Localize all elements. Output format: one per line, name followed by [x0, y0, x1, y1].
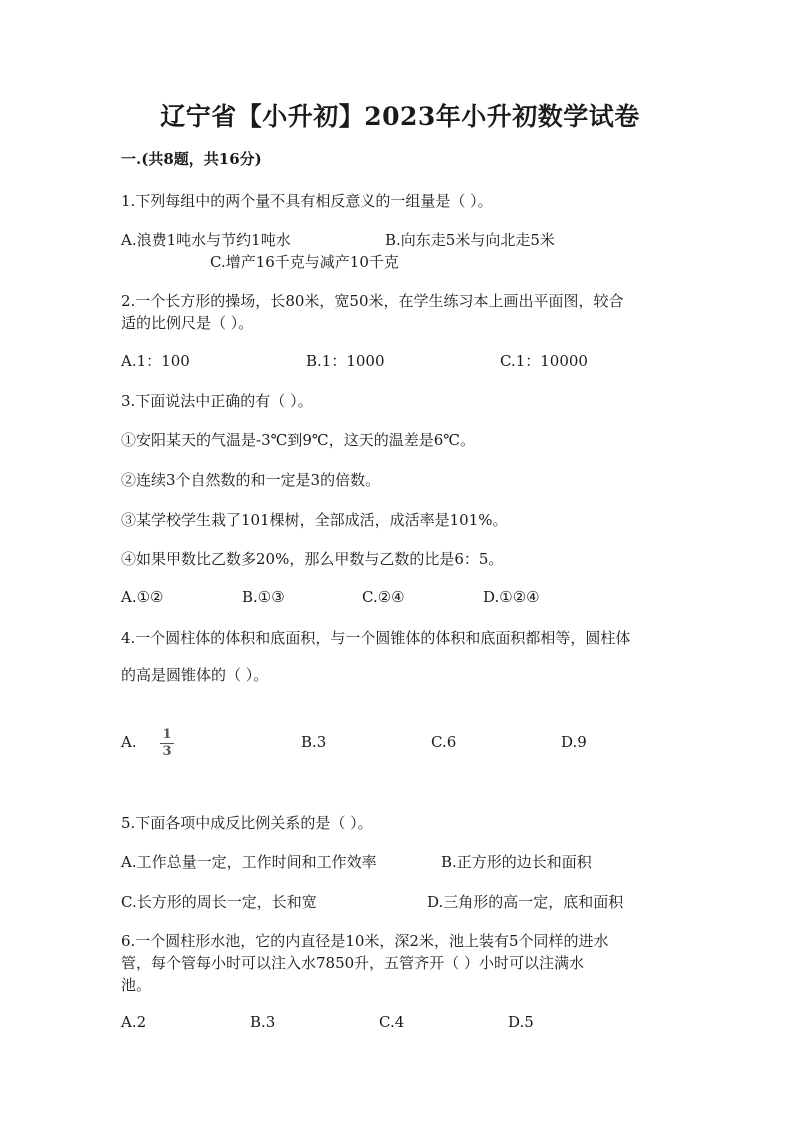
question-1-option-a: A.浪费1吨水与节约1吨水 — [121, 231, 291, 249]
question-3-statement-4: ④如果甲数比乙数多20%，那么甲数与乙数的比是6：5。 — [121, 550, 504, 568]
question-4-stem-line1: 4.一个圆柱体的体积和底面积，与一个圆锥体的体积和底面积都相等，圆柱体 — [121, 629, 631, 647]
question-6-option-c: C.4 — [379, 1013, 405, 1031]
page-title: 辽宁省【小升初】2023年小升初数学试卷 — [160, 102, 640, 131]
question-5-stem: 5.下面各项中成反比例关系的是（ ）。 — [121, 814, 373, 832]
question-5-option-b: B.正方形的边长和面积 — [441, 853, 592, 871]
question-6-stem-line1: 6.一个圆柱形水池，它的内直径是10米，深2米，池上装有5个同样的进水 — [121, 932, 609, 950]
question-3-statement-2: ②连续3个自然数的和一定是3的倍数。 — [121, 471, 381, 489]
fraction-denominator: 3 — [162, 744, 172, 759]
question-2-option-c: C.1：10000 — [500, 352, 588, 370]
question-4-option-b: B.3 — [301, 733, 327, 751]
question-3-option-c: C.②④ — [362, 588, 405, 606]
question-4-option-a: A. — [121, 733, 137, 751]
question-4-stem-line2: 的高是圆锥体的（ ）。 — [121, 666, 269, 684]
fraction-numerator: 1 — [162, 727, 172, 742]
question-4-option-a-fraction — [160, 728, 174, 759]
question-1-option-b: B.向东走5米与向北走5米 — [385, 231, 555, 249]
question-5-option-a: A.工作总量一定，工作时间和工作效率 — [121, 853, 377, 871]
question-3-statement-1: ①安阳某天的气温是-3℃到9℃，这天的温差是6℃。 — [121, 431, 476, 449]
question-6-option-b: B.3 — [250, 1013, 276, 1031]
question-4-option-d: D.9 — [561, 733, 587, 751]
question-3-stem: 3.下面说法中正确的有（ ）。 — [121, 392, 313, 410]
question-4-option-c: C.6 — [431, 733, 457, 751]
question-5-option-d: D.三角形的高一定，底和面积 — [427, 893, 624, 911]
question-3-option-b: B.①③ — [242, 588, 285, 606]
question-2-stem-line2: 适的比例尺是（ ）。 — [121, 314, 254, 332]
question-3-statement-3: ③某学校学生栽了101棵树，全部成活，成活率是101%。 — [121, 511, 508, 529]
question-2-option-b: B.1：1000 — [306, 352, 385, 370]
question-3-option-d: D.①②④ — [483, 588, 540, 606]
section-heading: 一.(共8题，共16分) — [121, 150, 262, 168]
question-3-option-a: A.①② — [121, 588, 164, 606]
question-6-stem-line2: 管，每个管每小时可以注入水7850升，五管齐开（ ）小时可以注满水 — [121, 954, 584, 972]
question-2-stem-line1: 2.一个长方形的操场，长80米，宽50米，在学生练习本上画出平面图，较合 — [121, 292, 624, 310]
question-6-stem-line3: 池。 — [121, 976, 152, 994]
question-2-option-a: A.1：100 — [121, 352, 190, 370]
question-1-option-c: C.增产16千克与减产10千克 — [210, 253, 399, 271]
question-6-option-a: A.2 — [121, 1013, 147, 1031]
question-1-stem: 1.下列每组中的两个量不具有相反意义的一组量是（ ）。 — [121, 192, 493, 210]
question-6-option-d: D.5 — [508, 1013, 534, 1031]
question-5-option-c: C.长方形的周长一定，长和宽 — [121, 893, 317, 911]
